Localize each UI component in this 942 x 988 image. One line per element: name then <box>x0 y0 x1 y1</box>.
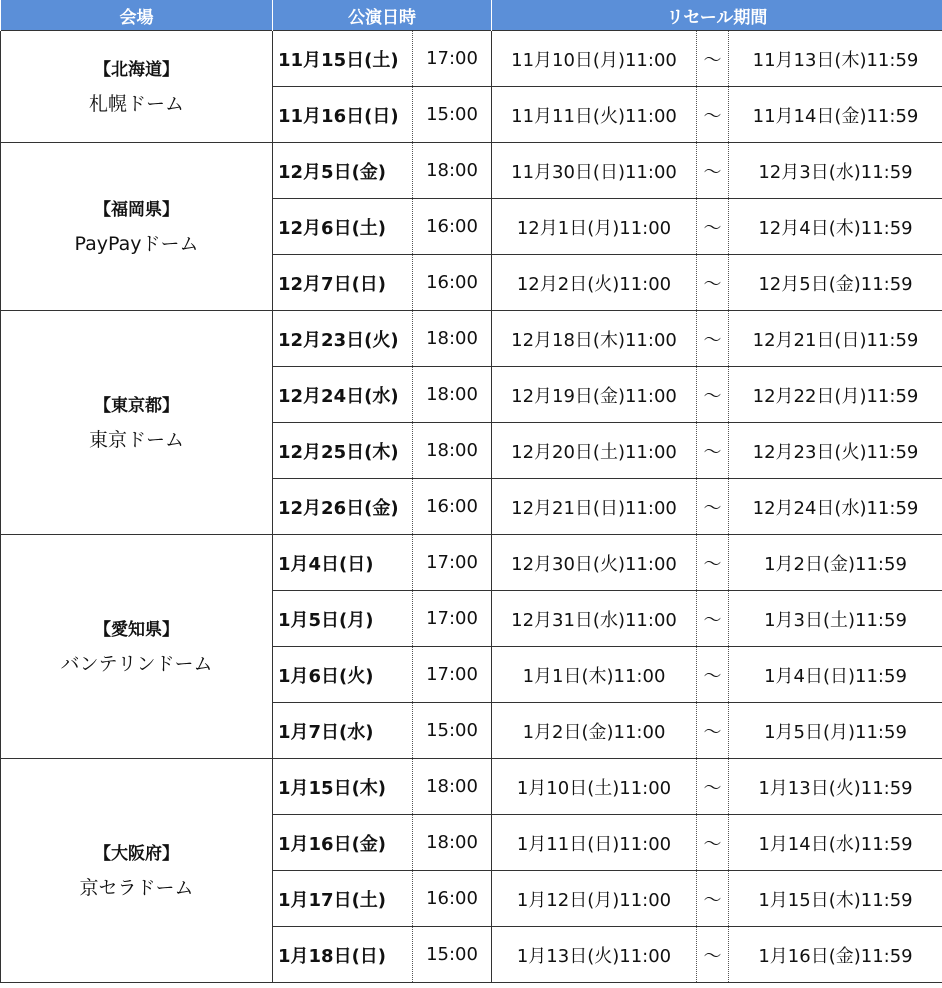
resale-start: 12月2日(火)11:00 <box>492 255 697 311</box>
resale-start: 12月1日(月)11:00 <box>492 199 697 255</box>
venue-cell <box>1 143 273 311</box>
header-resale-period: リセール期間 <box>492 0 942 31</box>
resale-tilde: ～ <box>697 199 729 255</box>
show-time: 15:00 <box>413 927 492 983</box>
venue-prefecture: 【北海道】 <box>94 59 179 80</box>
resale-start: 1月2日(金)11:00 <box>492 703 697 759</box>
venue-cell <box>1 535 273 759</box>
resale-start: 12月21日(日)11:00 <box>492 479 697 535</box>
show-date: 1月15日(木) <box>273 759 413 815</box>
header-performance: 公演日時 <box>273 0 492 31</box>
show-date: 1月6日(火) <box>273 647 413 703</box>
resale-end: 12月24日(水)11:59 <box>729 479 942 535</box>
resale-start: 11月10日(月)11:00 <box>492 31 697 87</box>
resale-start: 12月31日(水)11:00 <box>492 591 697 647</box>
resale-end: 11月14日(金)11:59 <box>729 87 942 143</box>
show-time: 18:00 <box>413 367 492 423</box>
table-row <box>1 759 942 815</box>
venue-prefecture: 【福岡県】 <box>94 199 179 220</box>
show-time: 18:00 <box>413 815 492 871</box>
resale-start: 12月18日(木)11:00 <box>492 311 697 367</box>
show-time: 16:00 <box>413 871 492 927</box>
resale-end: 12月23日(火)11:59 <box>729 423 942 479</box>
venue-name: PayPayドーム <box>74 232 199 255</box>
resale-tilde: ～ <box>697 367 729 423</box>
resale-end: 12月21日(日)11:59 <box>729 311 942 367</box>
resale-start: 1月12日(月)11:00 <box>492 871 697 927</box>
resale-end: 1月15日(木)11:59 <box>729 871 942 927</box>
resale-start: 1月1日(木)11:00 <box>492 647 697 703</box>
resale-end: 12月4日(木)11:59 <box>729 199 942 255</box>
resale-end: 1月4日(日)11:59 <box>729 647 942 703</box>
resale-start: 1月10日(土)11:00 <box>492 759 697 815</box>
header-row <box>1 0 942 31</box>
show-date: 1月7日(水) <box>273 703 413 759</box>
resale-start: 1月11日(日)11:00 <box>492 815 697 871</box>
resale-end: 12月5日(金)11:59 <box>729 255 942 311</box>
show-date: 12月5日(金) <box>273 143 413 199</box>
show-time: 16:00 <box>413 199 492 255</box>
show-date: 11月16日(日) <box>273 87 413 143</box>
show-time: 17:00 <box>413 31 492 87</box>
venue-cell <box>1 759 273 983</box>
header-venue: 会場 <box>1 0 273 31</box>
show-time: 18:00 <box>413 759 492 815</box>
resale-start: 12月30日(火)11:00 <box>492 535 697 591</box>
resale-tilde: ～ <box>697 87 729 143</box>
resale-end: 11月13日(木)11:59 <box>729 31 942 87</box>
venue-name: 京セラドーム <box>79 876 194 899</box>
show-time: 18:00 <box>413 311 492 367</box>
resale-tilde: ～ <box>697 31 729 87</box>
resale-tilde: ～ <box>697 759 729 815</box>
table-row <box>1 143 942 199</box>
show-date: 1月16日(金) <box>273 815 413 871</box>
resale-tilde: ～ <box>697 479 729 535</box>
resale-end: 1月2日(金)11:59 <box>729 535 942 591</box>
resale-end: 1月13日(火)11:59 <box>729 759 942 815</box>
resale-end: 1月16日(金)11:59 <box>729 927 942 983</box>
venue-prefecture: 【愛知県】 <box>94 619 179 640</box>
show-date: 12月7日(日) <box>273 255 413 311</box>
show-time: 18:00 <box>413 143 492 199</box>
resale-tilde: ～ <box>697 647 729 703</box>
resale-tilde: ～ <box>697 871 729 927</box>
resale-tilde: ～ <box>697 591 729 647</box>
resale-tilde: ～ <box>697 423 729 479</box>
resale-tilde: ～ <box>697 143 729 199</box>
show-time: 17:00 <box>413 535 492 591</box>
show-time: 17:00 <box>413 647 492 703</box>
show-time: 16:00 <box>413 255 492 311</box>
show-time: 18:00 <box>413 423 492 479</box>
resale-start: 11月30日(日)11:00 <box>492 143 697 199</box>
venue-prefecture: 【東京都】 <box>94 395 179 416</box>
resale-tilde: ～ <box>697 311 729 367</box>
show-date: 1月17日(土) <box>273 871 413 927</box>
resale-tilde: ～ <box>697 535 729 591</box>
resale-end: 1月3日(土)11:59 <box>729 591 942 647</box>
show-date: 11月15日(土) <box>273 31 413 87</box>
resale-start: 1月13日(火)11:00 <box>492 927 697 983</box>
resale-tilde: ～ <box>697 255 729 311</box>
table-row <box>1 31 942 87</box>
venue-cell <box>1 311 273 535</box>
resale-start: 12月20日(土)11:00 <box>492 423 697 479</box>
show-time: 15:00 <box>413 703 492 759</box>
schedule-body <box>1 31 942 983</box>
resale-tilde: ～ <box>697 703 729 759</box>
table-row <box>1 311 942 367</box>
resale-end: 1月14日(水)11:59 <box>729 815 942 871</box>
show-date: 12月6日(土) <box>273 199 413 255</box>
show-date: 12月23日(火) <box>273 311 413 367</box>
show-time: 15:00 <box>413 87 492 143</box>
show-time: 16:00 <box>413 479 492 535</box>
show-date: 1月4日(日) <box>273 535 413 591</box>
show-date: 12月26日(金) <box>273 479 413 535</box>
resale-tilde: ～ <box>697 815 729 871</box>
venue-cell <box>1 31 273 143</box>
resale-start: 11月11日(火)11:00 <box>492 87 697 143</box>
venue-prefecture: 【大阪府】 <box>94 843 179 864</box>
show-date: 12月24日(水) <box>273 367 413 423</box>
resale-end: 12月3日(水)11:59 <box>729 143 942 199</box>
venue-name: バンテリンドーム <box>60 652 213 675</box>
show-time: 17:00 <box>413 591 492 647</box>
resale-end: 1月5日(月)11:59 <box>729 703 942 759</box>
show-date: 12月25日(木) <box>273 423 413 479</box>
resale-start: 12月19日(金)11:00 <box>492 367 697 423</box>
show-date: 1月18日(日) <box>273 927 413 983</box>
venue-name: 札幌ドーム <box>88 92 184 115</box>
venue-name: 東京ドーム <box>88 428 184 451</box>
show-date: 1月5日(月) <box>273 591 413 647</box>
resale-end: 12月22日(月)11:59 <box>729 367 942 423</box>
resale-tilde: ～ <box>697 927 729 983</box>
table-row <box>1 535 942 591</box>
